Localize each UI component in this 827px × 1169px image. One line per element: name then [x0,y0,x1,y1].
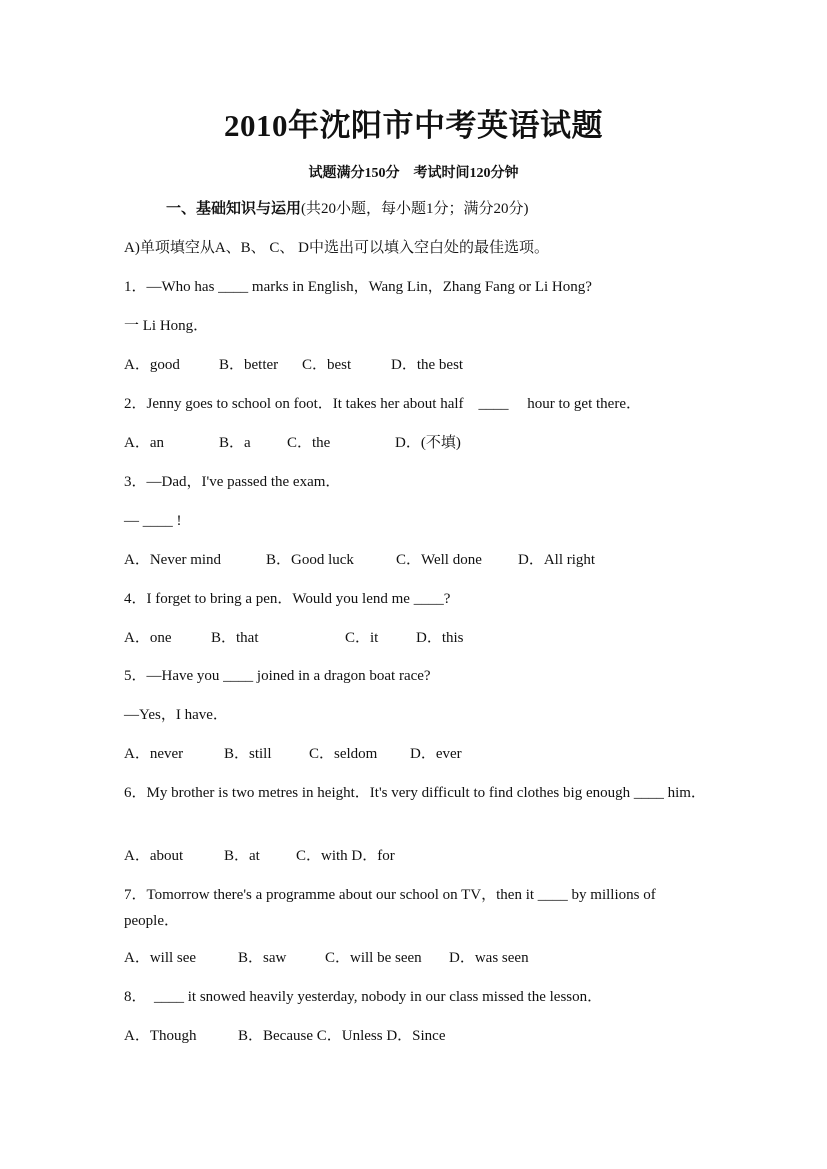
question-7-stem: 7．Tomorrow there's a programme about our school on TV，then it ____ by millions of people． [124,887,656,929]
question-1-option-d: D．the best [391,357,464,373]
question-2-stem: 2．Jenny goes to school on foot．It takes her about half ____ hour to get there． [124,396,641,412]
question-3-option-d: D．All right [518,552,596,568]
exam-subtitle: 试题满分150分 考试时间120分钟 [308,166,519,181]
question-1-option-b: B．better [219,357,279,373]
question-7-option-b: B．saw [238,950,287,966]
question-3-option-c: C．Well done [396,552,482,568]
question-5-option-d: D．ever [410,746,462,762]
question-5-option-c: C．seldom [309,746,378,762]
question-7-option-c: C．will be seen [325,950,422,966]
question-3-stem: 3．—Dad，I've passed the exam． [124,474,341,490]
section-heading [166,199,529,219]
question-1-reply: 一 Li Hong． [124,318,209,334]
question-5-option-b: B．still [224,746,272,762]
question-5-stem: 5．—Have you ____ joined in a dragon boat race? [124,668,431,684]
question-8-option-b: B．Because C．Unless D．Since [238,1028,446,1044]
question-4-option-a: A．one [124,630,172,646]
question-7-option-d: D．was seen [449,950,529,966]
section-heading-title: 一、基础知识与运用 [166,201,302,217]
question-8-option-a: A．Though [124,1028,197,1044]
question-8-stem: 8． ____ it snowed heavily yesterday, nobody in our class missed the lesson． [124,989,603,1005]
question-4-option-d: D．this [416,630,464,646]
question-1-stem: 1．—Who has ____ marks in English，Wang Lin，Zhang Fang or Li Hong? [124,279,592,295]
question-4-option-b: B．that [211,630,259,646]
question-1-option-c: C．best [302,357,352,373]
question-3-reply: — ____ ! [124,513,182,529]
question-3-option-a: A．Never mind [124,552,222,568]
question-6-stem: 6．My brother is two metres in height．It's very difficult to find clothes big enough ____ him． [124,785,706,801]
part-a-instructions: A)单项填空从A、B、 C、 D中选出可以填入空白处的最佳选项。 [124,240,550,256]
question-2-option-b: B．a [219,435,251,451]
question-6-option-a: A．about [124,848,184,864]
question-2-option-c: C．the [287,435,331,451]
section-heading-detail: (共20小题，每小题1分；满分20分) [301,201,529,217]
question-1-option-a: A．good [124,357,180,373]
question-2-option-a: A．an [124,435,164,451]
question-6-option-b: B．at [224,848,260,864]
question-4-stem: 4．I forget to bring a pen．Would you lend me ____? [124,591,451,607]
question-2-option-d: D．(不填) [395,435,461,451]
question-7-option-a: A．will see [124,950,197,966]
question-3-option-b: B．Good luck [266,552,354,568]
page-title: 2010年沈阳市中考英语试题 [224,108,603,143]
question-6-option-c: C．with D．for [296,848,395,864]
question-5-option-a: A．never [124,746,184,762]
question-5-reply: —Yes，I have． [124,707,228,723]
question-4-option-c: C．it [345,630,379,646]
